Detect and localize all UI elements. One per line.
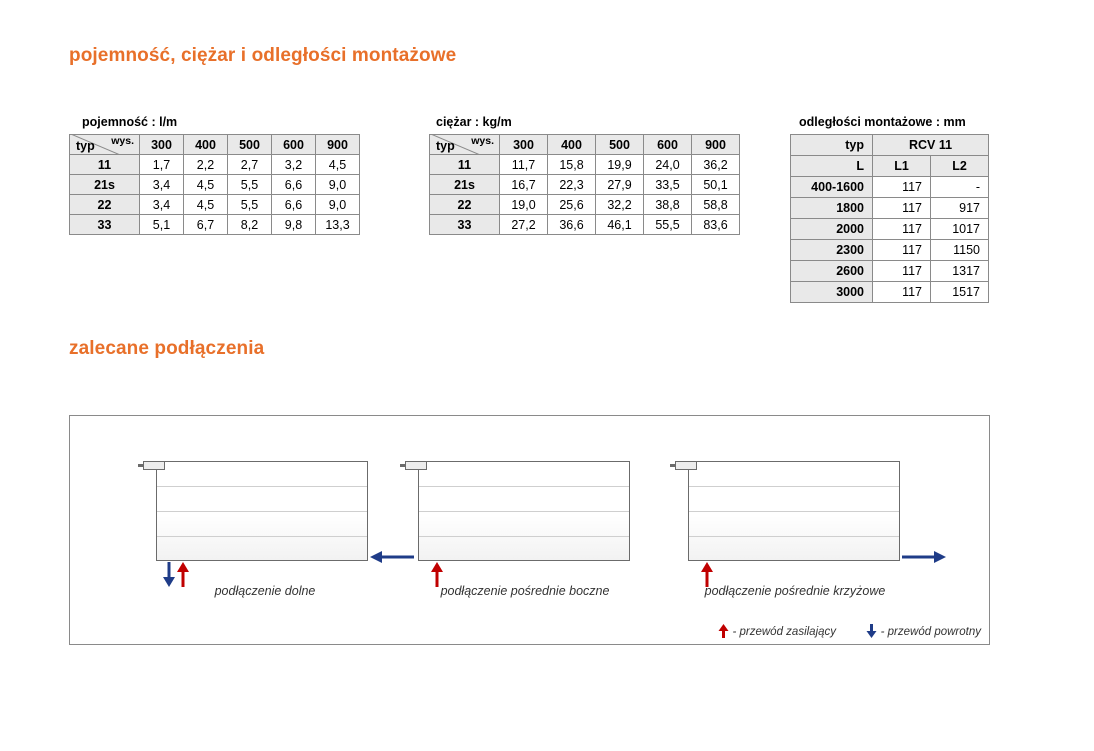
table-row bbox=[791, 219, 989, 240]
cell: 6,6 bbox=[272, 175, 316, 195]
cell: 117 bbox=[873, 219, 931, 240]
diagram-legend bbox=[718, 624, 981, 638]
row-header: 11 bbox=[70, 155, 140, 175]
table-row bbox=[791, 240, 989, 261]
section-heading-connections: zalecane podłączenia bbox=[69, 338, 265, 359]
cell: 83,6 bbox=[692, 215, 740, 235]
cell: 9,0 bbox=[316, 175, 360, 195]
header-l: L bbox=[791, 156, 873, 177]
column-header: 400 bbox=[184, 135, 228, 155]
column-header: 900 bbox=[316, 135, 360, 155]
cell: 1017 bbox=[931, 219, 989, 240]
cell: 917 bbox=[931, 198, 989, 219]
row-header: 21s bbox=[430, 175, 500, 195]
cell: 11,7 bbox=[500, 155, 548, 175]
row-header: 22 bbox=[430, 195, 500, 215]
row-header: 21s bbox=[70, 175, 140, 195]
cell: 46,1 bbox=[596, 215, 644, 235]
table-header-row bbox=[70, 135, 360, 155]
arrow-return-right-3 bbox=[902, 550, 946, 564]
cell: 5,1 bbox=[140, 215, 184, 235]
cell: 1,7 bbox=[140, 155, 184, 175]
legend-supply-arrow-icon bbox=[718, 624, 729, 638]
cell: 117 bbox=[873, 261, 931, 282]
header-model: RCV 11 bbox=[873, 135, 989, 156]
column-header: 300 bbox=[140, 135, 184, 155]
cell: 4,5 bbox=[184, 195, 228, 215]
cell: 2,7 bbox=[228, 155, 272, 175]
table-caption-pojemnosc: pojemność : l/m bbox=[82, 115, 178, 129]
table-ciezar bbox=[429, 134, 740, 235]
corner-header-cell bbox=[430, 135, 500, 155]
cell: 58,8 bbox=[692, 195, 740, 215]
cell: 19,9 bbox=[596, 155, 644, 175]
header-l2: L2 bbox=[931, 156, 989, 177]
cell: 1317 bbox=[931, 261, 989, 282]
cell: 33,5 bbox=[644, 175, 692, 195]
cell: 16,7 bbox=[500, 175, 548, 195]
table-header-row bbox=[791, 156, 989, 177]
table-row bbox=[791, 177, 989, 198]
valve-icon-1 bbox=[143, 461, 165, 470]
table-row bbox=[791, 282, 989, 303]
radiator-body-2 bbox=[418, 461, 630, 561]
cell: 55,5 bbox=[644, 215, 692, 235]
cell: 117 bbox=[873, 240, 931, 261]
corner-header-bottom: typ bbox=[76, 139, 95, 153]
table-caption-ciezar: ciężar : kg/m bbox=[436, 115, 512, 129]
row-header: 22 bbox=[70, 195, 140, 215]
column-header: 600 bbox=[644, 135, 692, 155]
table-row bbox=[70, 215, 360, 235]
cell: 50,1 bbox=[692, 175, 740, 195]
table-pojemnosc bbox=[69, 134, 360, 235]
table-row bbox=[430, 195, 740, 215]
cell: 117 bbox=[873, 177, 931, 198]
header-typ: typ bbox=[791, 135, 873, 156]
valve-icon-2 bbox=[405, 461, 427, 470]
cell: 3,4 bbox=[140, 195, 184, 215]
connections-diagram-panel bbox=[69, 415, 990, 645]
cell: 117 bbox=[873, 198, 931, 219]
valve-icon-3 bbox=[675, 461, 697, 470]
cell: 36,6 bbox=[548, 215, 596, 235]
cell: 27,2 bbox=[500, 215, 548, 235]
header-l1: L1 bbox=[873, 156, 931, 177]
table-caption-odleglosci: odległości montażowe : mm bbox=[799, 115, 966, 129]
cell: 19,0 bbox=[500, 195, 548, 215]
row-header: 2600 bbox=[791, 261, 873, 282]
column-header: 900 bbox=[692, 135, 740, 155]
table-row bbox=[791, 261, 989, 282]
cell: 27,9 bbox=[596, 175, 644, 195]
table-header-row bbox=[430, 135, 740, 155]
cell: 9,0 bbox=[316, 195, 360, 215]
table-row bbox=[70, 175, 360, 195]
cell: 32,2 bbox=[596, 195, 644, 215]
cell: 36,2 bbox=[692, 155, 740, 175]
diagram-caption-2: podłączenie pośrednie boczne bbox=[440, 584, 610, 598]
cell: 38,8 bbox=[644, 195, 692, 215]
cell: 5,5 bbox=[228, 175, 272, 195]
cell: 13,3 bbox=[316, 215, 360, 235]
table-header-row bbox=[791, 135, 989, 156]
diagram-caption-1: podłączenie dolne bbox=[214, 584, 316, 598]
corner-header-top: wys. bbox=[111, 135, 134, 147]
cell: 1517 bbox=[931, 282, 989, 303]
cell: 24,0 bbox=[644, 155, 692, 175]
column-header: 400 bbox=[548, 135, 596, 155]
radiator-body-1 bbox=[156, 461, 368, 561]
legend-supply-label: - przewód zasilający bbox=[732, 626, 837, 638]
cell: 2,2 bbox=[184, 155, 228, 175]
table-row bbox=[70, 195, 360, 215]
cell: 6,7 bbox=[184, 215, 228, 235]
cell: 4,5 bbox=[184, 175, 228, 195]
cell: 3,2 bbox=[272, 155, 316, 175]
cell: 8,2 bbox=[228, 215, 272, 235]
row-header: 2000 bbox=[791, 219, 873, 240]
row-header: 3000 bbox=[791, 282, 873, 303]
cell: - bbox=[931, 177, 989, 198]
diagram-caption-3: podłączenie pośrednie krzyżowe bbox=[704, 584, 886, 598]
row-header: 11 bbox=[430, 155, 500, 175]
corner-header-cell bbox=[70, 135, 140, 155]
legend-return-label: - przewód powrotny bbox=[880, 626, 981, 638]
table-row bbox=[430, 175, 740, 195]
cell: 5,5 bbox=[228, 195, 272, 215]
column-header: 500 bbox=[596, 135, 644, 155]
column-header: 600 bbox=[272, 135, 316, 155]
table-row bbox=[430, 215, 740, 235]
cell: 6,6 bbox=[272, 195, 316, 215]
row-header: 33 bbox=[430, 215, 500, 235]
row-header: 33 bbox=[70, 215, 140, 235]
table-row bbox=[791, 198, 989, 219]
table-odleglosci bbox=[790, 134, 989, 303]
row-header: 1800 bbox=[791, 198, 873, 219]
cell: 9,8 bbox=[272, 215, 316, 235]
radiator-body-3 bbox=[688, 461, 900, 561]
cell: 22,3 bbox=[548, 175, 596, 195]
cell: 4,5 bbox=[316, 155, 360, 175]
cell: 3,4 bbox=[140, 175, 184, 195]
cell: 25,6 bbox=[548, 195, 596, 215]
arrow-return-left-2 bbox=[370, 550, 414, 564]
cell: 1150 bbox=[931, 240, 989, 261]
section-heading-capacity: pojemność, ciężar i odległości montażowe bbox=[69, 45, 457, 66]
table-row bbox=[430, 155, 740, 175]
column-header: 500 bbox=[228, 135, 272, 155]
corner-header-bottom: typ bbox=[436, 139, 455, 153]
cell: 15,8 bbox=[548, 155, 596, 175]
legend-return-arrow-icon bbox=[866, 624, 877, 638]
corner-header-top: wys. bbox=[471, 135, 494, 147]
row-header: 400-1600 bbox=[791, 177, 873, 198]
row-header: 2300 bbox=[791, 240, 873, 261]
cell: 117 bbox=[873, 282, 931, 303]
table-row bbox=[70, 155, 360, 175]
column-header: 300 bbox=[500, 135, 548, 155]
